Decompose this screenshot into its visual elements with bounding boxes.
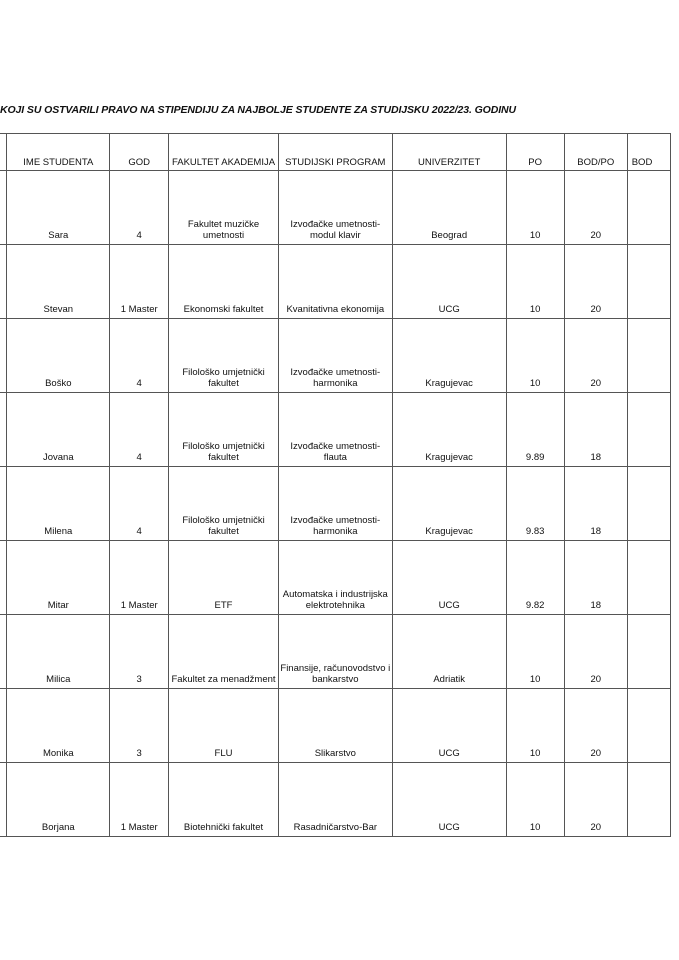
cell-empty <box>627 393 670 467</box>
cell-fakultet: Fakultet za menadžment <box>169 615 279 689</box>
cell-po: 10 <box>506 615 564 689</box>
cell-bodpo: 18 <box>564 467 627 541</box>
cell-ime: Milena <box>7 467 110 541</box>
cell-univerzitet: Kragujevac <box>392 319 506 393</box>
cell-ime: Borjana <box>7 763 110 837</box>
cell-univerzitet: Beograd <box>392 171 506 245</box>
cell-po: 10 <box>506 319 564 393</box>
table-row <box>0 393 671 467</box>
cell-empty <box>627 171 670 245</box>
table-row <box>0 245 671 319</box>
header-cut <box>0 134 7 171</box>
cell-empty <box>0 615 7 689</box>
table-header-row <box>0 134 671 171</box>
cell-empty <box>627 541 670 615</box>
cell-univerzitet: Kragujevac <box>392 393 506 467</box>
cell-po: 10 <box>506 689 564 763</box>
cell-ime: Mitar <box>7 541 110 615</box>
cell-program: Izvođačke umetnosti-modul klavir <box>278 171 392 245</box>
cell-god: 1 Master <box>110 245 169 319</box>
cell-ime: Boško <box>7 319 110 393</box>
cell-fakultet: Filološko umjetnički fakultet <box>169 467 279 541</box>
table-row <box>0 615 671 689</box>
cell-god: 4 <box>110 467 169 541</box>
header-po: PO <box>506 134 564 171</box>
cell-univerzitet: Adriatik <box>392 615 506 689</box>
cell-fakultet: Ekonomski fakultet <box>169 245 279 319</box>
cell-univerzitet: UCG <box>392 245 506 319</box>
cell-program: Slikarstvo <box>278 689 392 763</box>
cell-bodpo: 20 <box>564 615 627 689</box>
document-title: KOJI SU OSTVARILI PRAVO NA STIPENDIJU ZA NAJBOLJE STUDENTE ZA STUDIJSKU 2022/23. GODINU <box>0 104 516 116</box>
cell-po: 9.89 <box>506 393 564 467</box>
cell-fakultet: Filološko umjetnički fakultet <box>169 393 279 467</box>
cell-univerzitet: Kragujevac <box>392 467 506 541</box>
table-row <box>0 171 671 245</box>
header-bod: BOD <box>627 134 670 171</box>
cell-ime: Monika <box>7 689 110 763</box>
cell-fakultet: Biotehnički fakultet <box>169 763 279 837</box>
cell-bodpo: 18 <box>564 393 627 467</box>
cell-fakultet: Fakultet muzičke umetnosti <box>169 171 279 245</box>
cell-empty <box>0 763 7 837</box>
cell-fakultet: ETF <box>169 541 279 615</box>
table-row <box>0 319 671 393</box>
cell-empty <box>627 245 670 319</box>
cell-bodpo: 18 <box>564 541 627 615</box>
cell-god: 1 Master <box>110 541 169 615</box>
cell-empty <box>0 541 7 615</box>
cell-program: Automatska i industrijska elektrotehnika <box>278 541 392 615</box>
cell-empty <box>627 689 670 763</box>
cell-god: 1 Master <box>110 763 169 837</box>
cell-god: 4 <box>110 171 169 245</box>
cell-god: 4 <box>110 393 169 467</box>
cell-empty <box>627 615 670 689</box>
cell-program: Rasadničarstvo-Bar <box>278 763 392 837</box>
cell-god: 4 <box>110 319 169 393</box>
cell-program: Kvanitativna ekonomija <box>278 245 392 319</box>
cell-program: Finansije, računovodstvo i bankarstvo <box>278 615 392 689</box>
header-univerzitet: UNIVERZITET <box>392 134 506 171</box>
cell-program: Izvođačke umetnosti-harmonika <box>278 319 392 393</box>
cell-empty <box>0 393 7 467</box>
cell-ime: Jovana <box>7 393 110 467</box>
cell-po: 10 <box>506 171 564 245</box>
cell-fakultet: Filološko umjetnički fakultet <box>169 319 279 393</box>
cell-empty <box>0 467 7 541</box>
cell-empty <box>627 467 670 541</box>
header-god: GOD <box>110 134 169 171</box>
header-program: STUDIJSKI PROGRAM <box>278 134 392 171</box>
scholarship-table <box>0 133 671 837</box>
cell-ime: Stevan <box>7 245 110 319</box>
table-row <box>0 763 671 837</box>
header-bodpo: BOD/PO <box>564 134 627 171</box>
header-ime: IME STUDENTA <box>7 134 110 171</box>
cell-bodpo: 20 <box>564 319 627 393</box>
cell-bodpo: 20 <box>564 245 627 319</box>
header-fakultet: FAKULTET AKADEMIJA <box>169 134 279 171</box>
cell-empty <box>0 319 7 393</box>
cell-bodpo: 20 <box>564 763 627 837</box>
cell-po: 10 <box>506 763 564 837</box>
cell-bodpo: 20 <box>564 689 627 763</box>
cell-program: Izvođačke umetnosti-harmonika <box>278 467 392 541</box>
cell-univerzitet: UCG <box>392 689 506 763</box>
cell-empty <box>0 171 7 245</box>
cell-po: 9.83 <box>506 467 564 541</box>
table-row <box>0 467 671 541</box>
cell-po: 9.82 <box>506 541 564 615</box>
cell-univerzitet: UCG <box>392 541 506 615</box>
cell-po: 10 <box>506 245 564 319</box>
cell-empty <box>627 763 670 837</box>
cell-empty <box>0 245 7 319</box>
table-row <box>0 541 671 615</box>
cell-univerzitet: UCG <box>392 763 506 837</box>
cell-empty <box>627 319 670 393</box>
cell-program: Izvođačke umetnosti-flauta <box>278 393 392 467</box>
cell-fakultet: FLU <box>169 689 279 763</box>
cell-bodpo: 20 <box>564 171 627 245</box>
cell-god: 3 <box>110 615 169 689</box>
cell-ime: Milica <box>7 615 110 689</box>
cell-ime: Sara <box>7 171 110 245</box>
cell-god: 3 <box>110 689 169 763</box>
table-row <box>0 689 671 763</box>
cell-empty <box>0 689 7 763</box>
